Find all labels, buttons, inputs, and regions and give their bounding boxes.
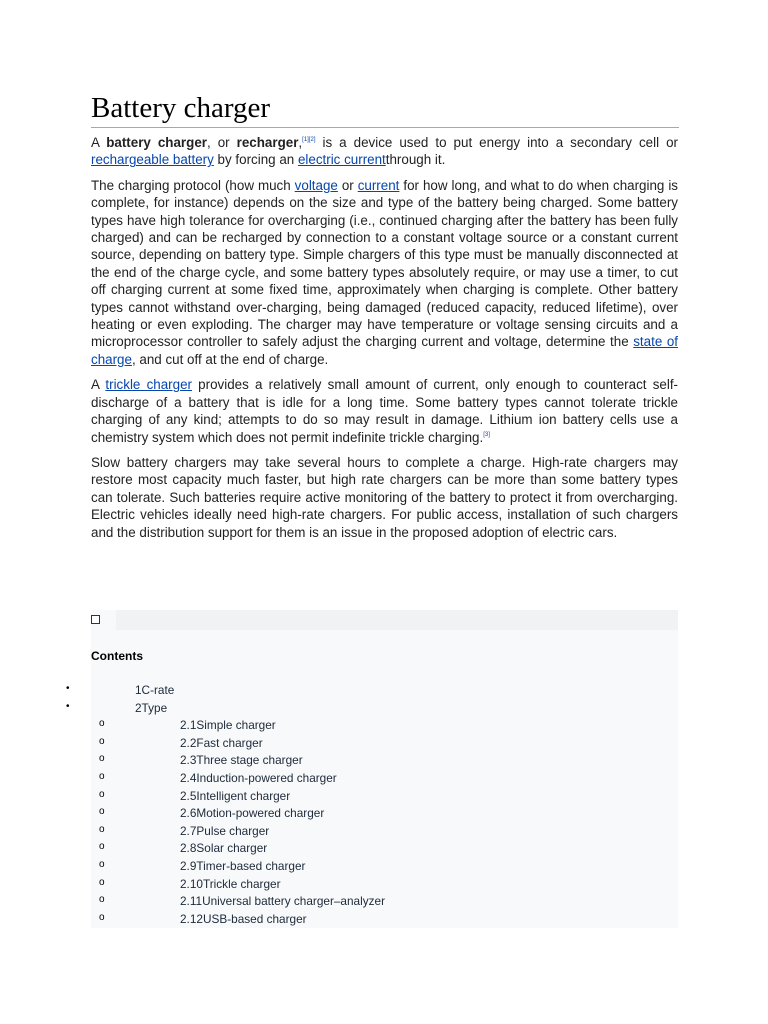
toc-item[interactable]: 2.5Intelligent charger <box>180 788 291 803</box>
page-title: Battery charger <box>91 90 679 128</box>
toc-bullet: o <box>99 753 105 765</box>
paragraph-intro <box>91 134 678 169</box>
toc-bullet: o <box>99 735 105 747</box>
toc-bullet: o <box>99 859 105 870</box>
text: , or <box>206 135 237 150</box>
toc-bullet: o <box>99 823 105 835</box>
toc-bullet: • <box>66 683 70 694</box>
toc-bullet: o <box>99 841 105 853</box>
link-voltage[interactable]: voltage <box>294 177 338 193</box>
toc-item[interactable]: 2.8Solar charger <box>180 841 268 856</box>
toc-bullet: o <box>99 876 105 888</box>
text: A <box>91 135 107 150</box>
toc-item[interactable]: 2.2Fast charger <box>180 735 263 750</box>
bold-term-recharger: recharger <box>236 135 299 150</box>
text: by forcing an <box>213 152 298 168</box>
bold-term-battery-charger: battery charger <box>106 135 207 150</box>
toc-item[interactable]: 2Type <box>135 700 168 715</box>
text: through it. <box>385 152 446 168</box>
paragraph-trickle <box>91 376 678 446</box>
paragraph-slow-chargers: Slow battery chargers may take several hours to complete a charge. High-rate chargers may restore most capacity much faster, but high rate chargers can be more than some battery types can tolerate. Such batteries require active monitoring of the battery to protect it from overcharging. Electric vehicles ideally need high-rate chargers. For public access, installation of such chargers and the distribution support for them is an issue in the proposed adoption of electric cars. <box>91 454 678 540</box>
toc-bullet: o <box>99 894 105 906</box>
link-electric-current[interactable]: electric current <box>297 152 386 168</box>
toc-item[interactable]: 2.1Simple charger <box>180 718 276 733</box>
text: provides a relatively small amount of current, only enough to counteract self-discharge of a battery that is idle for a long time. Some battery types cannot tolerate trickle charging of any kind; attempts to do so may result in damage. Lithium ion battery cells use a chemistry system which does not permit indefinite trickle charging. <box>91 377 678 445</box>
toc-bullet: o <box>99 718 105 730</box>
toc-item[interactable]: 2.3Three stage charger <box>180 753 303 768</box>
toc-toggle-checkbox[interactable] <box>91 615 100 624</box>
toc-bullet: o <box>99 911 105 923</box>
toc-item[interactable]: 2.12USB-based charger <box>180 911 307 926</box>
text: or <box>337 177 358 193</box>
article-body <box>91 134 678 549</box>
toc-bullet: o <box>99 771 105 782</box>
toc-bullet: • <box>66 700 70 712</box>
text: The charging protocol (how much <box>91 177 295 193</box>
toc-item[interactable]: 2.9Timer-based charger <box>180 859 306 873</box>
link-current[interactable]: current <box>357 177 400 193</box>
toc-title: Contents <box>91 649 143 663</box>
toc-item[interactable]: 2.6Motion-powered charger <box>180 806 325 821</box>
paragraph-charging-protocol <box>91 177 678 368</box>
toc-item[interactable]: 2.7Pulse charger <box>180 823 270 838</box>
citation-link[interactable]: [1][2] <box>302 137 316 143</box>
text: , and cut off at the end of charge. <box>131 351 329 367</box>
toc-item[interactable]: 2.10Trickle charger <box>180 876 281 891</box>
link-trickle-charger[interactable]: trickle charger <box>105 377 192 393</box>
toc-item[interactable]: 1C-rate <box>135 683 175 697</box>
text: , <box>298 135 303 150</box>
toc-item[interactable]: 2.4Induction-powered charger <box>180 771 337 785</box>
citation-link[interactable]: [3] <box>483 431 490 438</box>
link-rechargeable-battery[interactable]: rechargeable battery <box>91 152 214 168</box>
text: for how long, and what to do when charging is complete, for instance) depends on the size and type of the battery being charged. Some battery types have high tolerance for overcharging (i.e., continued charging after the battery has been fully charged) and can be recharged by connection to a constant voltage source or a constant current source, depending on battery type. Simple chargers of this type must be manually disconnected at the end of the charge cycle, and some battery types absolutely require, or may use a timer, to cut off charging current at some fixed time, approximately when charging is complete. Other battery types cannot withstand over-charging, being damaged (reduced capacity, reduced lifetime), over heating or even exploding. The charger may have temperature or voltage sensing circuits and a microprocessor controller to safely adjust the charging current and voltage, determine the <box>91 177 678 350</box>
text: is a device used to put energy into a secondary cell or <box>315 135 678 150</box>
link-state-of-charge[interactable]: state of charge <box>91 334 678 367</box>
toc-item[interactable]: 2.11Universal battery charger–analyzer <box>180 894 386 909</box>
toc-bullet: o <box>99 806 105 818</box>
toc-header-strip <box>116 610 678 630</box>
text: A <box>91 377 106 393</box>
toc-bullet: o <box>99 788 105 800</box>
